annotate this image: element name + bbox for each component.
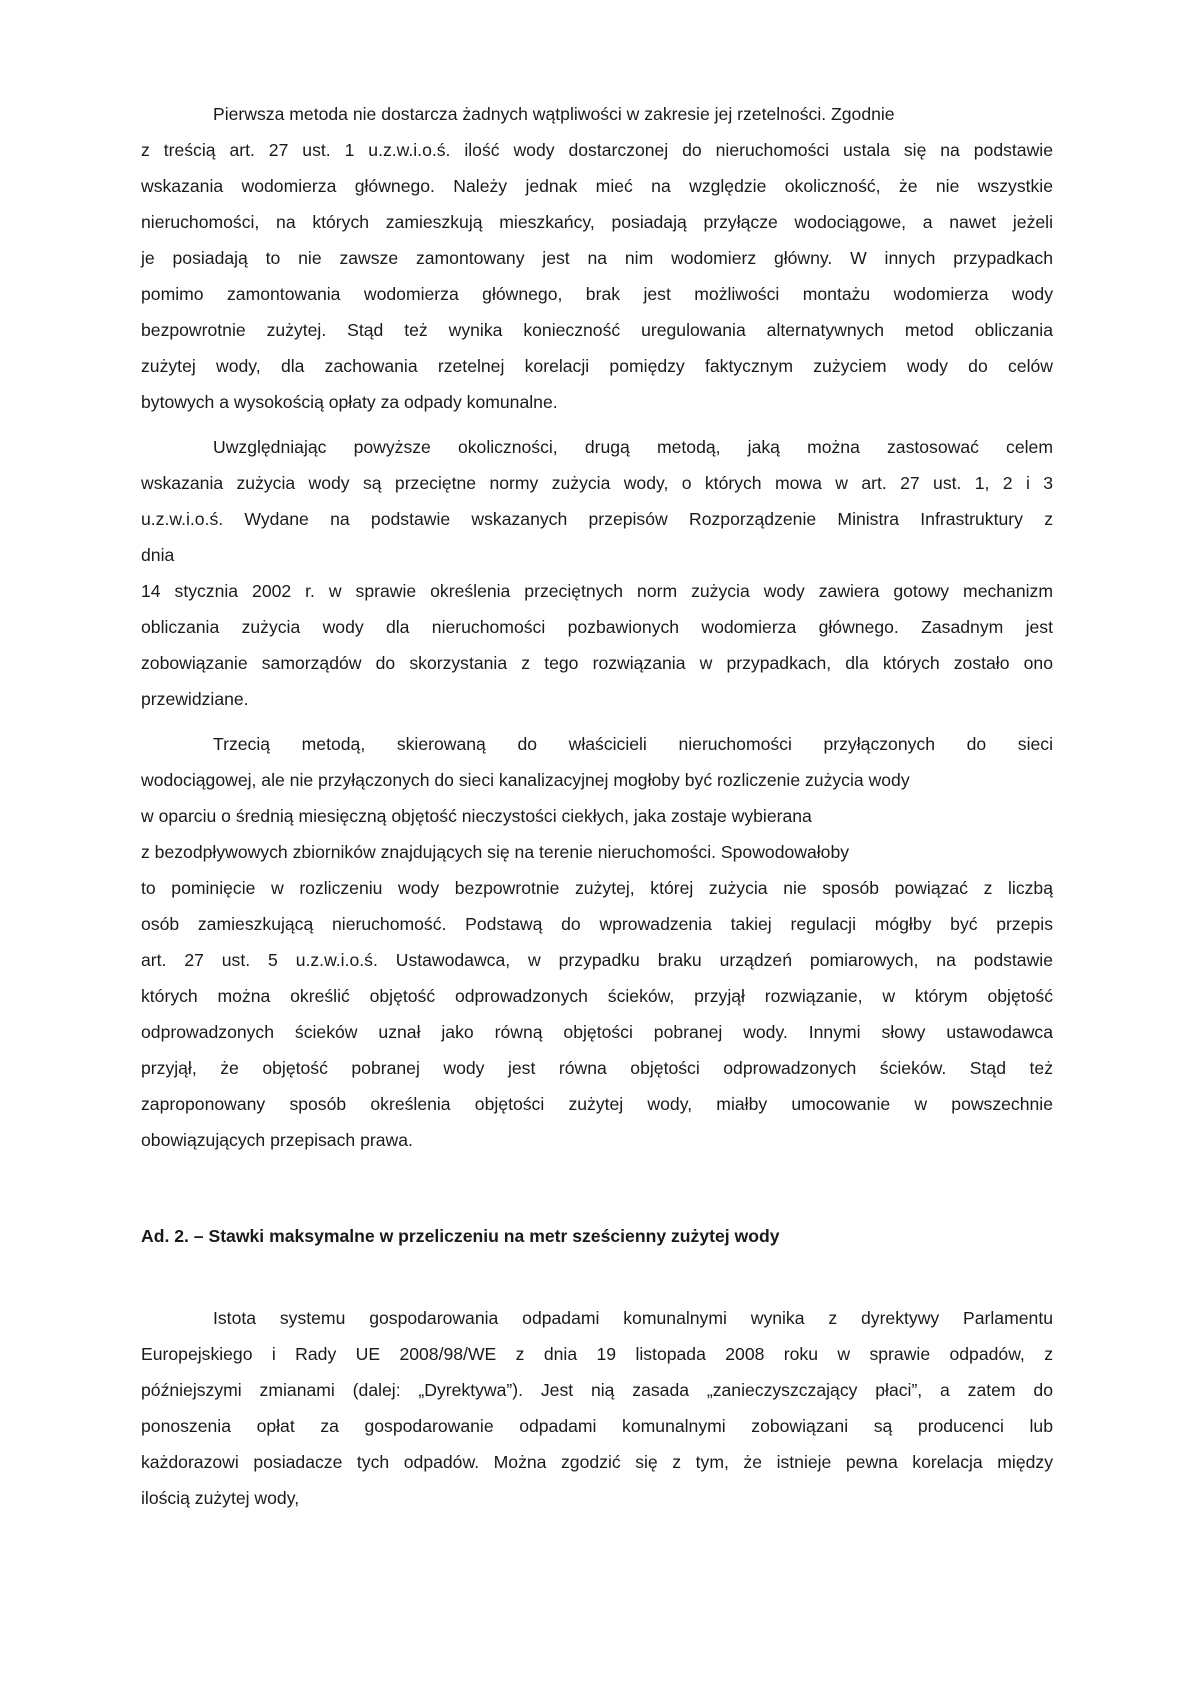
paragraph-line: ilością zużytej wody, [141, 1488, 300, 1508]
paragraph-line: późniejszymi zmianami (dalej: „Dyrektywa”). Jest nią zasada „zanieczyszczający płaci”, a zatem do [141, 1380, 1053, 1400]
paragraph-first-method [141, 96, 1053, 420]
paragraph-line: zużytej wody, dla zachowania rzetelnej korelacji pomiędzy faktycznym zużyciem wody do celów [141, 356, 1053, 376]
paragraph-line: przewidziane. [141, 689, 249, 709]
paragraph-line: z bezodpływowych zbiorników znajdujących się na terenie nieruchomości. Spowodowałoby [141, 842, 850, 862]
paragraph-line: u.z.w.i.o.ś. Wydane na podstawie wskazanych przepisów Rozporządzenie Ministra Infrastruktury z [141, 509, 1053, 529]
paragraph-line: wskazania zużycia wody są przeciętne normy zużycia wody, o których mowa w art. 27 ust. 1, 2 i 3 [141, 473, 1053, 493]
paragraph-line: w oparciu o średnią miesięczną objętość nieczystości ciekłych, jaka zostaje wybierana [141, 806, 812, 826]
paragraph-third-method [141, 726, 1053, 1158]
paragraph-second-method [141, 429, 1053, 717]
paragraph-line: art. 27 ust. 5 u.z.w.i.o.ś. Ustawodawca, w przypadku braku urządzeń pomiarowych, na podstawie [141, 950, 1053, 970]
paragraph-line: nieruchomości, na których zamieszkują mieszkańcy, posiadają przyłącze wodociągowe, a nawet jeżeli [141, 212, 1053, 232]
paragraph-line: przyjął, że objętość pobranej wody jest równa objętości odprowadzonych ścieków. Stąd też [141, 1058, 1053, 1078]
paragraph-line: dnia [141, 545, 175, 565]
paragraph-line: wskazania wodomierza głównego. Należy jednak mieć na względzie okoliczność, że nie wszystkie [141, 176, 1053, 196]
paragraph-line: je posiadają to nie zawsze zamontowany jest na nim wodomierz główny. W innych przypadkach [141, 248, 1053, 268]
paragraph-line: bytowych a wysokością opłaty za odpady komunalne. [141, 392, 558, 412]
paragraph-line: których można określić objętość odprowadzonych ścieków, przyjął rozwiązanie, w którym objętość [141, 986, 1053, 1006]
paragraph-line: Europejskiego i Rady UE 2008/98/WE z dnia 19 listopada 2008 roku w sprawie odpadów, z [141, 1344, 1053, 1364]
paragraph-system-essence [141, 1300, 1053, 1516]
paragraph-line: obowiązujących przepisach prawa. [141, 1130, 413, 1150]
document-body [141, 96, 1053, 1525]
paragraph-line: Uwzględniając powyższe okoliczności, drugą metodą, jaką można zastosować celem [213, 437, 1053, 457]
paragraph-line: to pominięcie w rozliczeniu wody bezpowrotnie zużytej, której zużycia nie sposób powiązać z liczbą [141, 878, 1053, 898]
paragraph-line: Trzecią metodą, skierowaną do właścicieli nieruchomości przyłączonych do sieci [213, 734, 1053, 754]
paragraph-line: pomimo zamontowania wodomierza głównego, brak jest możliwości montażu wodomierza wody [141, 284, 1053, 304]
paragraph-line: zobowiązanie samorządów do skorzystania z tego rozwiązania w przypadkach, dla których zostało ono [141, 653, 1053, 673]
paragraph-line: ponoszenia opłat za gospodarowanie odpadami komunalnymi zobowiązani są producenci lub [141, 1416, 1053, 1436]
paragraph-line: odprowadzonych ścieków uznał jako równą objętości pobranej wody. Innymi słowy ustawodawca [141, 1022, 1053, 1042]
paragraph-line: wodociągowej, ale nie przyłączonych do sieci kanalizacyjnej mogłoby być rozliczenie zużycia wody [141, 770, 910, 790]
section-heading: Ad. 2. – Stawki maksymalne w przeliczeniu na metr sześcienny zużytej wody [141, 1226, 780, 1246]
paragraph-line: 14 stycznia 2002 r. w sprawie określenia przeciętnych norm zużycia wody zawiera gotowy mechanizm [141, 581, 1053, 601]
paragraph-line: Pierwsza metoda nie dostarcza żadnych wątpliwości w zakresie jej rzetelności. Zgodnie [213, 104, 895, 124]
paragraph-line: Istota systemu gospodarowania odpadami komunalnymi wynika z dyrektywy Parlamentu [213, 1308, 1053, 1328]
paragraph-line: bezpowrotnie zużytej. Stąd też wynika konieczność uregulowania alternatywnych metod obliczania [141, 320, 1053, 340]
paragraph-line: obliczania zużycia wody dla nieruchomości pozbawionych wodomierza głównego. Zasadnym jest [141, 617, 1053, 637]
paragraph-line: każdorazowi posiadacze tych odpadów. Można zgodzić się z tym, że istnieje pewna korelacja między [141, 1452, 1053, 1472]
paragraph-line: zaproponowany sposób określenia objętości zużytej wody, miałby umocowanie w powszechnie [141, 1094, 1053, 1114]
paragraph-line: osób zamieszkującą nieruchomość. Podstawą do wprowadzenia takiej regulacji mógłby być przepis [141, 914, 1053, 934]
paragraph-line: z treścią art. 27 ust. 1 u.z.w.i.o.ś. ilość wody dostarczonej do nieruchomości ustala się na podstawie [141, 140, 1053, 160]
